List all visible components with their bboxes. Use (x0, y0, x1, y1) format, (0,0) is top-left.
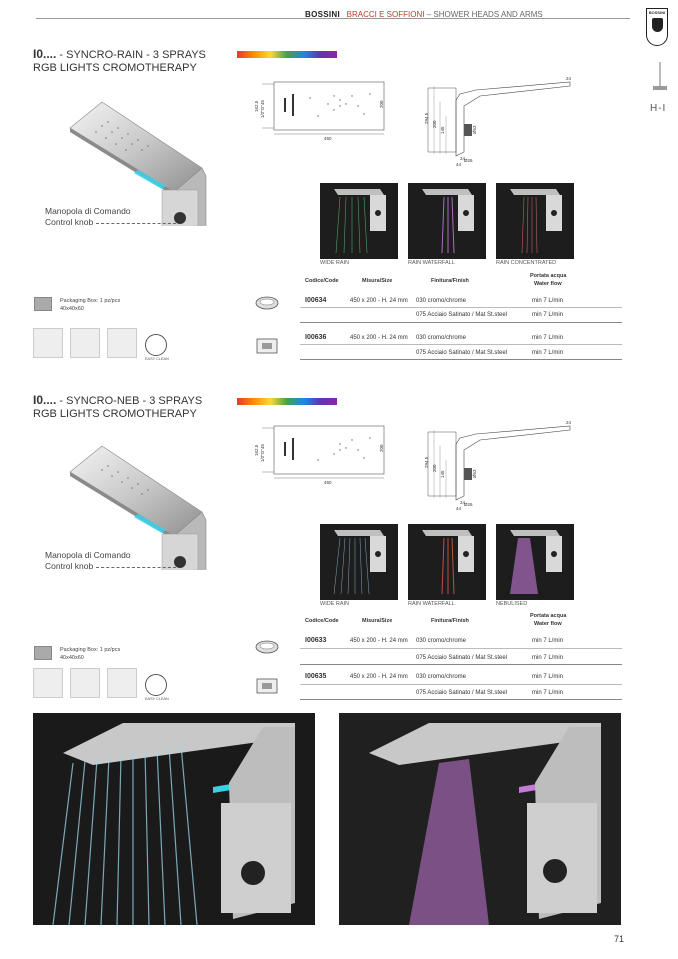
section-1-drawing-top-view (244, 76, 394, 146)
section-1-dim-h1: 162.5 (254, 100, 259, 112)
section-1-row-2-end-rule (300, 359, 622, 360)
section-2-row-2-end-rule (300, 699, 622, 700)
section-1-dim-side7: Ø26 (464, 158, 473, 163)
section-2-row-2-finish-2: 075 Acciaio Satinato / Mat St.steel (416, 690, 508, 696)
section-1-photo-rain-concentrated (496, 183, 574, 259)
section-1-col-flow-en: Water flow (534, 281, 562, 287)
section-1-row-2-finish-1: 030 cromo/chrome (416, 335, 467, 341)
section-2-row-1-divider (300, 648, 622, 649)
section-2-col-size: Misura/Size (362, 618, 393, 624)
section-1-row-1-thumb-icon (255, 294, 279, 310)
header-category: BRACCI E SOFFIONI (346, 10, 425, 19)
section-2-caption-3: NEBULISED (496, 601, 528, 607)
section-2-drawing-top-view (244, 420, 394, 490)
section-2-name: - SYNCRO-NEB - 3 SPRAYS (56, 395, 203, 407)
section-2-photo-wide-rain (320, 524, 398, 600)
section-2-subtitle: RGB LIGHTS CROMOTHERAPY (33, 408, 197, 420)
section-2-row-1-flow-2: min 7 L/min (532, 655, 564, 661)
section-2-row-2-finish-1: 030 cromo/chrome (416, 674, 467, 680)
section-2-row-2-flow-2: min 7 L/min (532, 690, 564, 696)
section-2-row-1-size: 450 x 200 - H. 24 mm (350, 638, 408, 644)
section-1-row-1-size: 450 x 200 - H. 24 mm (350, 298, 408, 304)
section-1-dim-height: 200 (379, 100, 384, 108)
page-number: 71 (614, 934, 625, 944)
section-1-row-1-divider (300, 307, 622, 308)
section-1-col-finish: Finitura/Finish (431, 278, 469, 284)
section-1-packaging-line-2: 40x40x60 (60, 306, 84, 312)
section-1-row-2-finish-2: 075 Acciaio Satinato / Mat St.steel (416, 350, 508, 356)
section-2-col-flow-en: Water flow (534, 621, 562, 627)
header-breadcrumb (305, 10, 543, 19)
section-2-easy-clean-icon (145, 674, 167, 696)
section-2-row-1-flow-1: min 7 L/min (532, 638, 564, 644)
section-1-photo-rain-waterfall (408, 183, 486, 259)
section-2-dim-side5: Ø53 (472, 469, 477, 478)
section-2-caption-2: RAIN WATERFALL (408, 601, 455, 607)
section-1-dim-side1: 294.5 (424, 112, 429, 124)
section-2-knob-label-it: Manopola di Comando (45, 550, 131, 560)
header-subcategory: SHOWER HEADS AND ARMS (433, 10, 543, 19)
section-1-col-code: Codice/Code (305, 278, 339, 284)
section-2-col-flow-it: Portata acqua (530, 613, 567, 619)
bossini-logo (646, 8, 668, 46)
section-2-row-1-code: I00633 (305, 637, 327, 644)
section-2-spray-waterfall-icon (70, 668, 100, 698)
section-2-easy-clean-label: EASY CLEAN (145, 697, 169, 701)
section-2-dim-side8: 44 (456, 506, 462, 511)
section-2-spray-nebulised-icon (107, 668, 137, 698)
section-2-spray-wide-icon (33, 668, 63, 698)
section-1-knob-label-en: Control knob (45, 217, 94, 227)
section-2-dim-width: 450 (324, 480, 332, 485)
section-2-row-1-finish-1: 030 cromo/chrome (416, 638, 467, 644)
section-1-rgb-bar (237, 51, 337, 58)
section-2-code: I0.... (33, 393, 57, 407)
section-1-knob-leader (96, 223, 176, 224)
section-2-photo-rain-waterfall (408, 524, 486, 600)
section-1-col-size: Misura/Size (362, 278, 393, 284)
section-1-dim-side4: 24 (566, 76, 572, 81)
section-1-drawing-side-view (420, 76, 580, 168)
section-2-row-2-size: 450 x 200 - H. 24 mm (350, 674, 408, 680)
section-1-caption-1: WIDE RAIN (320, 260, 350, 266)
header-separator: – (424, 10, 434, 19)
logo-text: BOSSINI (648, 10, 666, 15)
section-2-drawing-side-view (420, 420, 580, 512)
section-1-caption-3: RAIN CONCENTRATED (496, 260, 557, 266)
section-1-row-1-finish-1: 030 cromo/chrome (416, 298, 467, 304)
section-2-photo-nebulised (496, 524, 574, 600)
section-2-packaging-box-icon (34, 646, 52, 660)
section-1-dim-h2: 1/2"G"45 (260, 100, 265, 118)
section-1-row-1-flow-1: min 7 L/min (532, 298, 564, 304)
section-2-dim-side6: 24 (460, 500, 466, 505)
section-2-knob-label-en: Control knob (45, 561, 94, 571)
section-1-name: - SYNCRO-RAIN - 3 SPRAYS (56, 49, 206, 61)
shower-arm-icon (659, 62, 661, 86)
section-2-row-2-code: I00635 (305, 673, 327, 680)
section-1-dim-side8: 44 (456, 162, 462, 167)
section-1-dim-width: 450 (324, 136, 332, 141)
section-1-dim-side2: 200 (432, 120, 437, 128)
section-2-row-1-end-rule (300, 664, 622, 665)
section-2-dim-h2: 1/2"G"45 (260, 444, 265, 462)
side-tab-label: H-I (650, 103, 667, 114)
section-2-dim-height: 200 (379, 444, 384, 452)
section-1-row-1-code: I00634 (305, 297, 327, 304)
section-2-packaging-line-2: 40x40x60 (60, 655, 84, 661)
section-1-spray-wide-icon (33, 328, 63, 358)
section-2-col-code: Codice/Code (305, 618, 339, 624)
section-2-rgb-bar (237, 398, 337, 405)
section-2-dim-side1: 294.5 (424, 456, 429, 468)
section-2-dim-side2: 200 (432, 464, 437, 472)
section-1-subtitle: RGB LIGHTS CROMOTHERAPY (33, 62, 197, 74)
section-1-photo-wide-rain (320, 183, 398, 259)
section-2-dim-h1: 162.5 (254, 444, 259, 456)
section-1-packaging-line-1: Packaging Box: 1 pz/pcs (60, 298, 121, 304)
section-2-knob-leader (96, 567, 176, 568)
section-1-dim-side5: Ø53 (472, 125, 477, 134)
section-1-row-1-finish-2: 075 Acciaio Satinato / Mat St.steel (416, 312, 508, 318)
section-1-row-2-code: I00636 (305, 334, 327, 341)
section-1-title (33, 48, 206, 62)
section-2-row-2-flow-1: min 7 L/min (532, 674, 564, 680)
section-2-row-1-thumb-icon (255, 638, 279, 654)
section-1-easy-clean-icon (145, 334, 167, 356)
section-1-row-2-size: 450 x 200 - H. 24 mm (350, 335, 408, 341)
section-1-row-2-flow-1: min 7 L/min (532, 335, 564, 341)
shower-head-icon (653, 86, 667, 90)
photo-syncro-neb-installed (339, 713, 621, 925)
section-1-row-2-flow-2: min 7 L/min (532, 350, 564, 356)
photo-syncro-rain-installed (33, 713, 315, 925)
section-1-row-1-end-rule (300, 322, 622, 323)
section-2-row-2-thumb-icon (255, 678, 279, 694)
section-2-dim-side3: 145 (440, 470, 445, 478)
section-1-knob-label-it: Manopola di Comando (45, 206, 131, 216)
section-1-easy-clean-label: EASY CLEAN (145, 357, 169, 361)
logo-mark-icon (652, 18, 663, 32)
section-2-dim-side7: Ø26 (464, 502, 473, 507)
section-1-code: I0.... (33, 47, 57, 61)
section-2-col-finish: Finitura/Finish (431, 618, 469, 624)
section-1-packaging-box-icon (34, 297, 52, 311)
section-1-spray-waterfall-icon (70, 328, 100, 358)
section-1-caption-2: RAIN WATERFALL (408, 260, 455, 266)
section-2-row-2-divider (300, 684, 622, 685)
section-2-packaging-line-1: Packaging Box: 1 pz/pcs (60, 647, 121, 653)
header-brand: BOSSINI (305, 10, 340, 19)
section-1-dim-side6: 24 (460, 156, 466, 161)
section-2-caption-1: WIDE RAIN (320, 601, 350, 607)
section-1-spray-concentrated-icon (107, 328, 137, 358)
section-1-row-1-flow-2: min 7 L/min (532, 312, 564, 318)
section-1-col-flow-it: Portata acqua (530, 273, 567, 279)
section-1-row-2-divider (300, 344, 622, 345)
section-2-row-1-finish-2: 075 Acciaio Satinato / Mat St.steel (416, 655, 508, 661)
section-1-dim-side3: 145 (440, 126, 445, 134)
section-2-dim-side4: 24 (566, 420, 572, 425)
section-1-row-2-thumb-icon (255, 338, 279, 354)
section-2-title (33, 394, 202, 408)
